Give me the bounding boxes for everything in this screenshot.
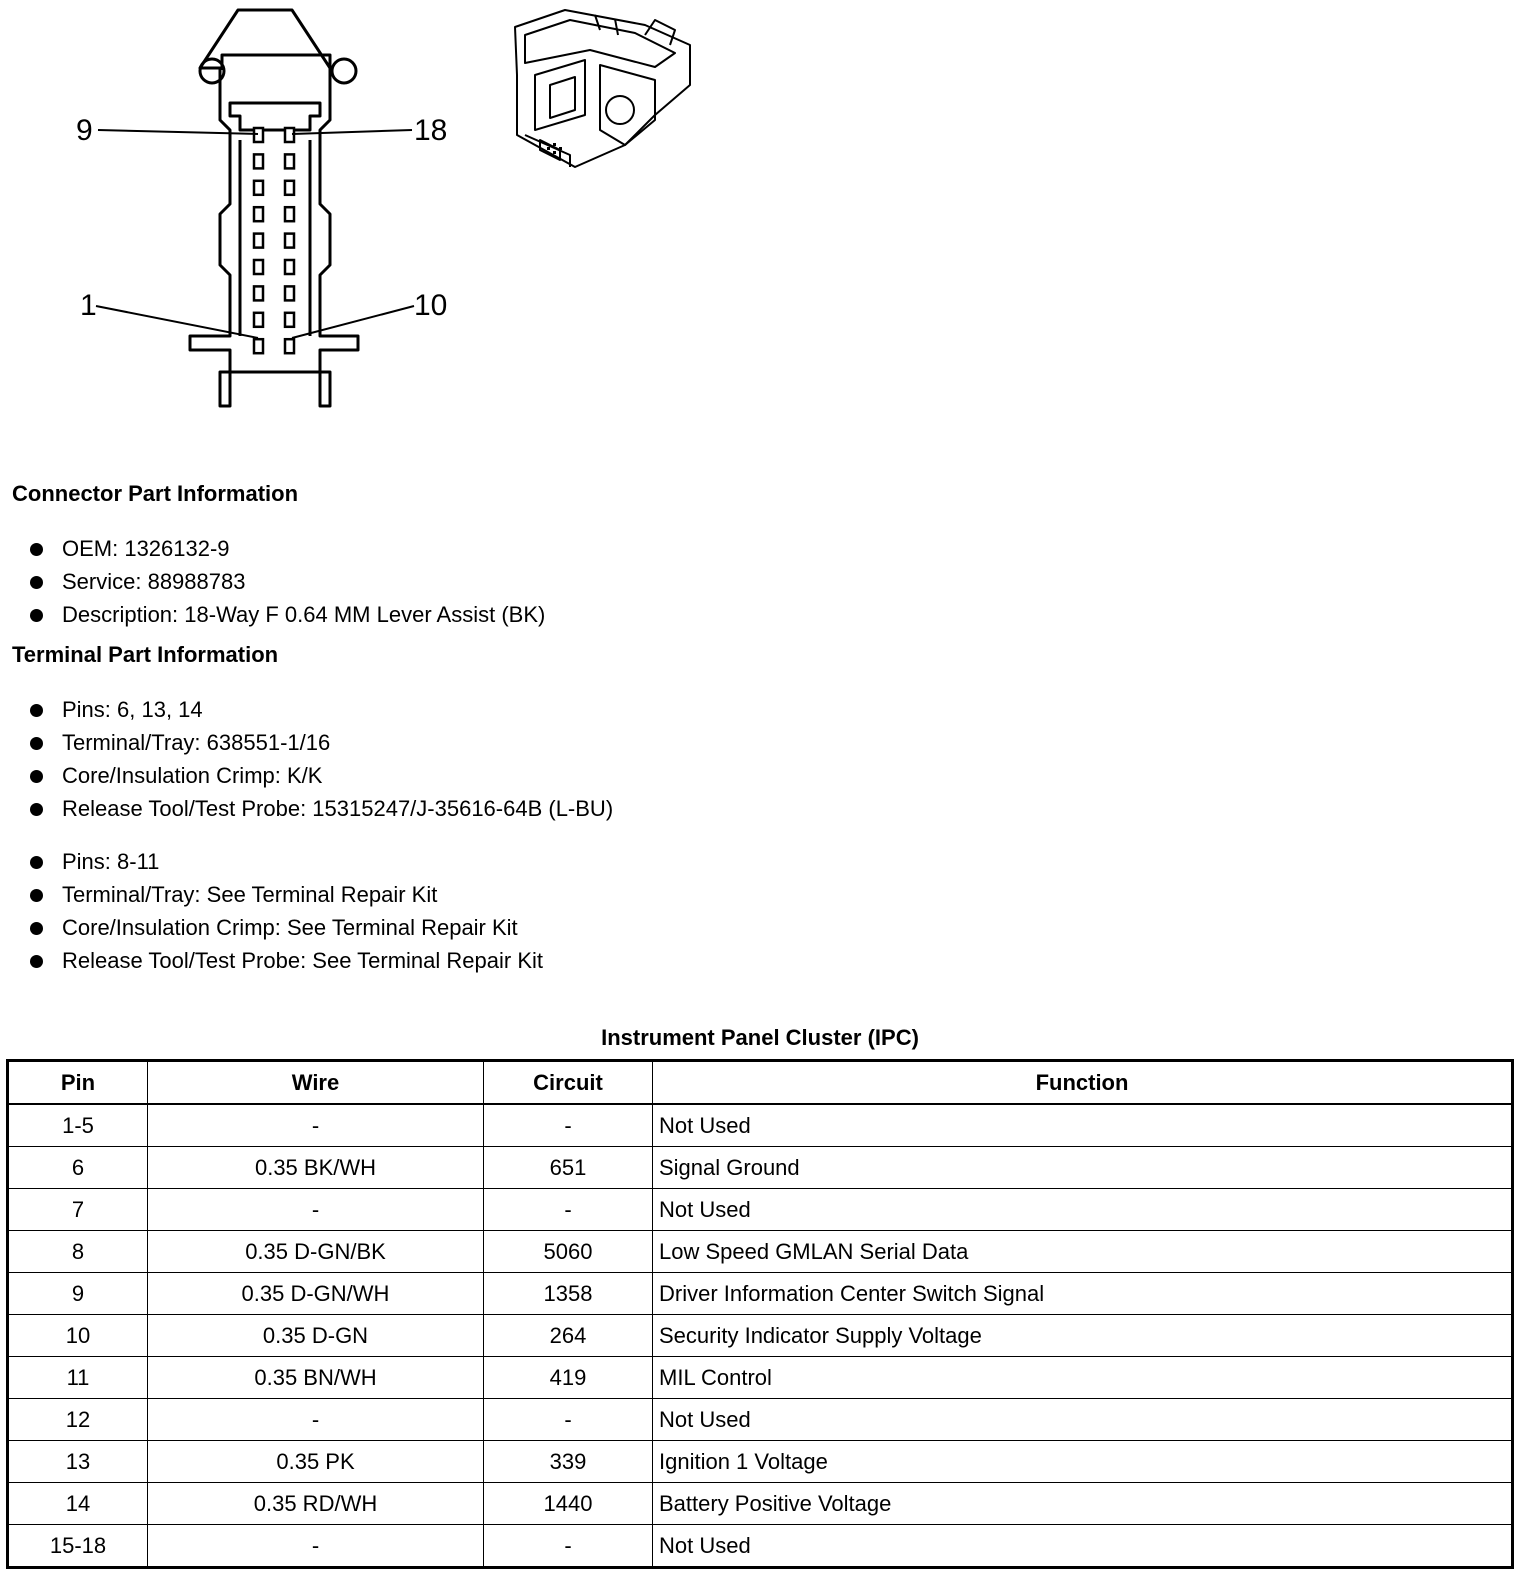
table-row: [8, 1231, 1513, 1273]
cell-circuit: -: [484, 1399, 653, 1441]
table-row: [8, 1273, 1513, 1315]
cell-circuit: 5060: [484, 1231, 653, 1273]
table-row: [8, 1357, 1513, 1399]
cell-pin: 13: [8, 1441, 148, 1483]
pin-label-10: 10: [414, 289, 448, 322]
column-header-function: Function: [653, 1061, 1513, 1105]
cell-pin: 14: [8, 1483, 148, 1525]
cell-wire: 0.35 BN/WH: [148, 1357, 484, 1399]
terminal-cavity: [285, 181, 294, 195]
cell-circuit: 419: [484, 1357, 653, 1399]
connector-photo: [505, 5, 705, 175]
connector-inner-frame: [222, 55, 330, 70]
cell-circuit: 1440: [484, 1483, 653, 1525]
table-row: [8, 1525, 1513, 1568]
list-item: Core/Insulation Crimp: See Terminal Repair Kit: [28, 911, 543, 944]
pin-leader-line: [96, 306, 258, 338]
table-row: [8, 1483, 1513, 1525]
cell-function: Battery Positive Voltage: [653, 1483, 1513, 1525]
list-item: Core/Insulation Crimp: K/K: [28, 759, 613, 792]
cell-circuit: -: [484, 1104, 653, 1147]
cell-function: MIL Control: [653, 1357, 1513, 1399]
table-row: [8, 1399, 1513, 1441]
column-header-wire: Wire: [148, 1061, 484, 1105]
cell-function: Driver Information Center Switch Signal: [653, 1273, 1513, 1315]
cell-wire: -: [148, 1189, 484, 1231]
cell-wire: 0.35 D-GN: [148, 1315, 484, 1357]
terminal-cavity: [285, 339, 294, 353]
terminal-cavity: [254, 234, 263, 248]
terminal-cavity: [254, 313, 263, 327]
table-row: [8, 1315, 1513, 1357]
cell-wire: 0.35 D-GN/WH: [148, 1273, 484, 1315]
terminal-part-info-list: [28, 693, 613, 825]
cell-circuit: 1358: [484, 1273, 653, 1315]
pinout-table: [6, 1059, 1514, 1569]
cell-pin: 6: [8, 1147, 148, 1189]
pin-label-9: 9: [76, 114, 93, 147]
list-item: Service: 88988783: [28, 565, 545, 598]
cell-pin: 15-18: [8, 1525, 148, 1568]
cell-wire: 0.35 RD/WH: [148, 1483, 484, 1525]
cell-function: Signal Ground: [653, 1147, 1513, 1189]
cell-pin: 1-5: [8, 1104, 148, 1147]
terminal-cavity: [285, 234, 294, 248]
cell-wire: -: [148, 1525, 484, 1568]
list-item: Release Tool/Test Probe: See Terminal Repair Kit: [28, 944, 543, 977]
terminal-cavity: [285, 207, 294, 221]
cell-pin: 12: [8, 1399, 148, 1441]
pin-label-1: 1: [80, 289, 97, 322]
terminal-part-info-heading: Terminal Part Information: [12, 642, 279, 667]
list-item: Pins: 8-11: [28, 845, 543, 878]
cell-pin: 7: [8, 1189, 148, 1231]
table-row: [8, 1104, 1513, 1147]
pin-label-18: 18: [414, 114, 448, 147]
cell-function: Not Used: [653, 1104, 1513, 1147]
cell-circuit: -: [484, 1189, 653, 1231]
connector-part-info-heading: Connector Part Information: [12, 481, 299, 506]
cell-function: Ignition 1 Voltage: [653, 1441, 1513, 1483]
terminal-cavity: [285, 313, 294, 327]
terminal-cavity: [254, 207, 263, 221]
cell-function: Low Speed GMLAN Serial Data: [653, 1231, 1513, 1273]
cell-wire: -: [148, 1104, 484, 1147]
cell-function: Security Indicator Supply Voltage: [653, 1315, 1513, 1357]
cell-pin: 8: [8, 1231, 148, 1273]
connector-part-info-list: [28, 532, 545, 631]
terminal-cavity: [285, 286, 294, 300]
list-item: Terminal/Tray: See Terminal Repair Kit: [28, 878, 543, 911]
table-row: [8, 1189, 1513, 1231]
cell-wire: 0.35 BK/WH: [148, 1147, 484, 1189]
terminal-cavity: [254, 339, 263, 353]
table-row: [8, 1441, 1513, 1483]
terminal-cavity: [285, 128, 294, 142]
terminal-cavity: [254, 128, 263, 142]
cell-function: Not Used: [653, 1189, 1513, 1231]
terminal-cavity: [254, 260, 263, 274]
cell-function: Not Used: [653, 1399, 1513, 1441]
connector-latch-slot: [230, 103, 320, 130]
mounting-ear-right: [332, 59, 356, 83]
table-row: [8, 1147, 1513, 1189]
cell-pin: 10: [8, 1315, 148, 1357]
pin-leader-line: [98, 130, 258, 134]
cell-wire: -: [148, 1399, 484, 1441]
list-item: Terminal/Tray: 638551-1/16: [28, 726, 613, 759]
list-item: Pins: 6, 13, 14: [28, 693, 613, 726]
column-header-circuit: Circuit: [484, 1061, 653, 1105]
terminal-cavity: [254, 286, 263, 300]
list-item: Release Tool/Test Probe: 15315247/J-35616-64B (L-BU): [28, 792, 613, 825]
column-header-pin: Pin: [8, 1061, 148, 1105]
cell-circuit: 339: [484, 1441, 653, 1483]
list-item: OEM: 1326132-9: [28, 532, 545, 565]
cell-circuit: -: [484, 1525, 653, 1568]
terminal-cavity: [254, 181, 263, 195]
connector-face-diagram: [60, 0, 480, 420]
cell-circuit: 264: [484, 1315, 653, 1357]
cell-circuit: 651: [484, 1147, 653, 1189]
cell-wire: 0.35 D-GN/BK: [148, 1231, 484, 1273]
table-header-row: [8, 1061, 1513, 1105]
terminal-part-info-list-2: [28, 845, 543, 977]
cell-pin: 9: [8, 1273, 148, 1315]
list-item: Description: 18-Way F 0.64 MM Lever Assist (BK): [28, 598, 545, 631]
cell-pin: 11: [8, 1357, 148, 1399]
table-title: Instrument Panel Cluster (IPC): [601, 1025, 919, 1050]
terminal-cavity: [285, 260, 294, 274]
terminal-cavity: [254, 154, 263, 168]
cell-wire: 0.35 PK: [148, 1441, 484, 1483]
terminal-cavity: [285, 154, 294, 168]
cell-function: Not Used: [653, 1525, 1513, 1568]
